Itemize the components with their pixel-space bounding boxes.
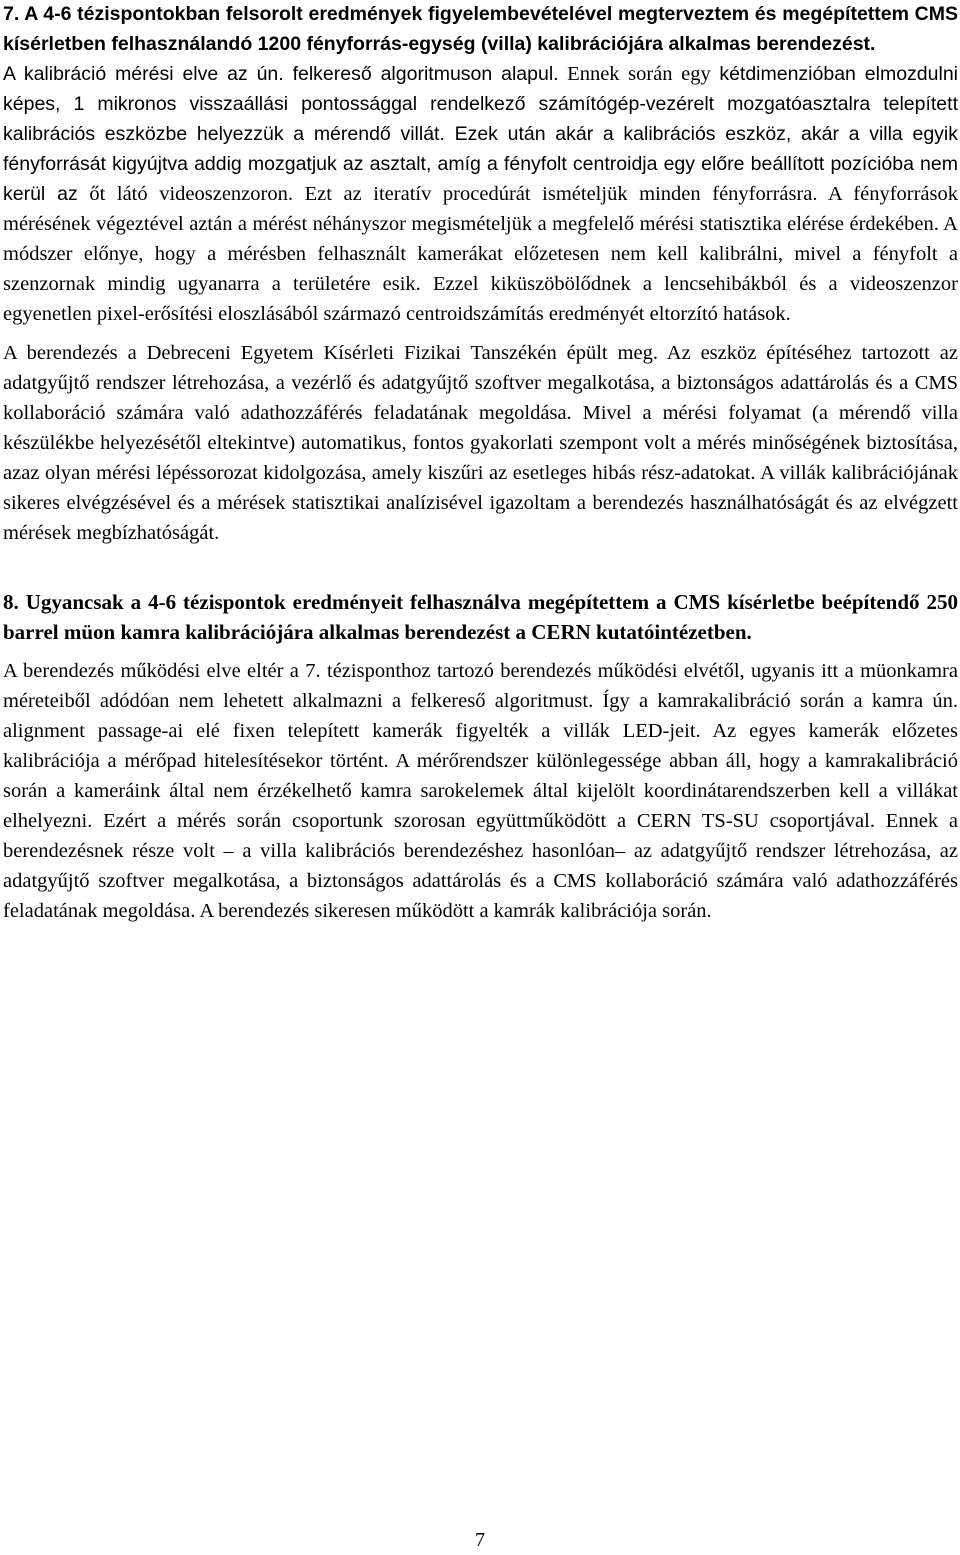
paragraph-spacer [3,647,958,656]
section-7-paragraph-1-text-b: őt látó videoszenzoron. Ezt az iteratív procedúrát ismételjük minden fényforrásra. A fényforrások mérésének végeztével aztán a mérést néhányszor megismételjük a megfelelő mérési statisztika elérése érdekében. A módszer előnye, hogy a mérésben felhasznált kamerákat előzetesen nem kell kalibrálni, mivel a fényfolt a szenzornak mindig ugyanarra a területére esik. Ezzel kiküszöbölődnek a lencsehibákból és a videoszenzor egyenetlen pixel-erősítési eloszlásából származó centroidszámítás eredményét eltorzító hatások. [3,183,958,325]
section-7-heading: 7. A 4-6 tézispontokban felsorolt eredmények figyelembevételével megterveztem és megépítettem CMS kísérletben felhasználandó 1200 fényforrás-egység (villa) kalibrációjára alkalmas berendezést. [3,3,958,55]
document-page [3,0,958,926]
section-8-heading: 8. Ugyancsak a 4-6 tézispontok eredményeit felhasználva megépítettem a CMS kísérletbe beépítendő 250 barrel müon kamra kalibrációjára alkalmas berendezést a CERN kutatóintézetben. [3,590,958,644]
section-7-paragraph-1-sans-text: kétdimenzióban elmozdulni képes, 1 mikronos visszaállási pontossággal rendelkező számítógép-vezérelt mozgatóasztalra telepített kalibrációs eszközbe helyezzük a mérendő villát. Ezek után akár a kalibrációs eszköz, akár a villa egyik fényforrását kigyújtva addig mozgatjuk az asztalt, amíg a fényfolt centroidja egy előre beállított pozícióba nem kerül az [3,63,958,205]
section-spacer [3,548,958,587]
paragraph-spacer [3,329,958,338]
section-7-paragraph-1-text-a: Ennek során egy [558,63,720,85]
section-7-paragraph-2: A berendezés a Debreceni Egyetem Kísérleti Fizikai Tanszékén épült meg. Az eszköz építéséhez tartozott az adatgyűjtő rendszer létrehozása, a vezérlő és adatgyűjtő szoftver megalkotása, a biztonságos adattárolás és a CMS kollaboráció számára való adathozzáférés feladatának megoldása. Mivel a mérési folyamat (a mérendő villa készülékbe helyezésétől eltekintve) automatikus, fontos gyakorlati szempont volt a mérés minőségének biztosítása, azaz olyan mérési lépéssorozat kidolgozása, amely kiszűri az esetleges hibás rész-adatokat. A villák kalibrációjának sikeres elvégzésével és a mérések statisztikai analízisével igazoltam a berendezés használhatóságát és az elvégzett mérések megbízhatóságát. [3,342,958,544]
section-7-paragraph-1-lead: A kalibráció mérési elve az ún. felkereső algoritmuson alapul. [3,63,559,85]
section-7-paragraph-1 [3,59,958,329]
page-number: 7 [475,1529,485,1551]
section-8-paragraph-1: A berendezés működési elve eltér a 7. tézisponthoz tartozó berendezés működési elvétől, ugyanis itt a müonkamra méreteiből adódóan nem lehetett alkalmazni a felkereső algoritmust. Így a kamrakalibráció során a kamra ún. alignment passage-ai elé fixen telepített kamerák figyelték a villák LED-jeit. Az egyes kamerák előzetes kalibrációja a mérőpad hitelesítésekor történt. A mérőrendszer különlegessége abban áll, hogy a kamrakalibráció során a kameráink által nem érzékelhető kamra sarokelemek által kijelölt koordinátarendszerben kell a villákat elhelyezni. Ezért a mérés során csoportunk szorosan együttműködött a CERN TS-SU csoportjával. Ennek a berendezésnek része volt – a villa kalibrációs berendezéshez hasonlóan– az adatgyűjtő rendszer létrehozása, az adatgyűjtő szoftver megalkotása, a biztonságos adattárolás és a CMS kollaboráció számára való adathozzáférés feladatának megoldása. A berendezés sikeresen működött a kamrák kalibrációja során. [3,660,958,922]
